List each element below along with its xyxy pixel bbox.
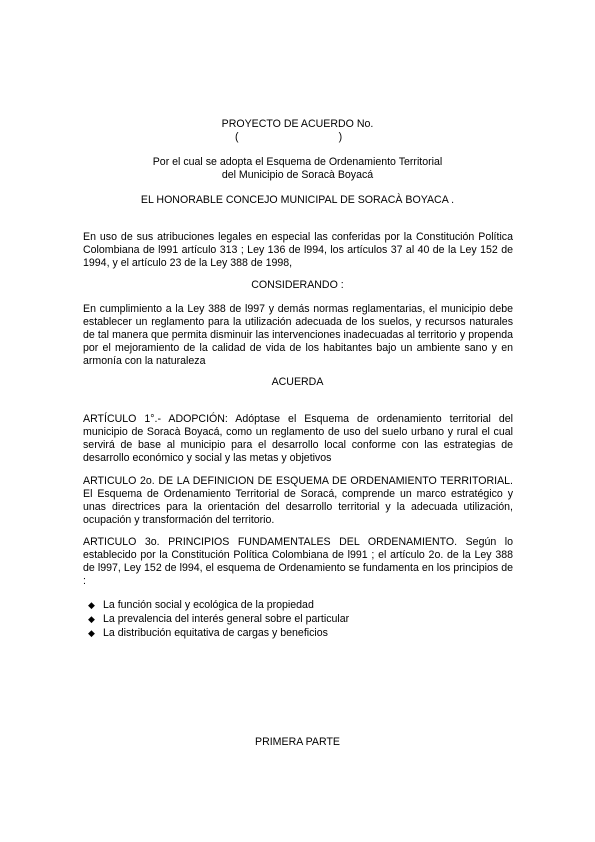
list-item: [88, 599, 508, 613]
principle-text: La prevalencia del interés general sobre el particular: [103, 613, 350, 625]
agreement-number-blank: ( ): [235, 131, 343, 143]
list-item: [88, 613, 508, 627]
articulo-3-paragraph: ARTICULO 3o. PRINCIPIOS FUNDAMENTALES DEL ORDENAMIENTO. Según lo establecido por la Constitución Política Colombiana de l991 ; el artículo 2o. de la Ley 388 de l997, Ley 152 de l994, el esquema de Ordenamiento se fundamenta en los principios de :: [83, 536, 513, 587]
council-heading: EL HONORABLE CONCEJO MUNICIPAL DE SORACÀ BOYACA .: [140, 194, 455, 206]
document-subtitle-line2: del Municipio de Soracà Boyacá: [221, 169, 374, 181]
diamond-bullet-icon: ◆: [88, 614, 95, 624]
document-title: PROYECTO DE ACUERDO No.: [221, 118, 374, 130]
list-item: [88, 627, 508, 641]
articulo-1-paragraph: ARTÍCULO 1°.- ADOPCIÓN: Adóptase el Esquema de ordenamiento territorial del municipio de Soracà Boyacá, como un reglamento de uso del suelo urbano y rural el cual servirá de base al municipio para el desarrollo local conforme con las estrategias de desarrollo económico y social y las metas y objetivos: [83, 413, 513, 464]
principle-text: La distribución equitativa de cargas y beneficios: [103, 627, 328, 639]
considerando-heading: CONSIDERANDO :: [251, 279, 344, 291]
principle-text: La función social y ecológica de la propiedad: [103, 599, 314, 611]
principles-list: [88, 599, 508, 641]
primera-parte-heading: PRIMERA PARTE: [255, 736, 340, 748]
diamond-bullet-icon: ◆: [88, 628, 95, 638]
acuerda-heading: ACUERDA: [271, 376, 324, 388]
diamond-bullet-icon: ◆: [88, 600, 95, 610]
considerando-paragraph: En cumplimiento a la Ley 388 de l997 y demás normas reglamentarias, el municipio debe establecer un reglamento para la utilización adecuada de los suelos, y recursos naturales de tal manera que permita disminuir las intervenciones inadecuadas al territorio y propenda por el mejoramiento de la calidad de vida de los habitantes bajo un ambiente sano y en armonía con la naturaleza: [83, 303, 513, 367]
preamble-paragraph: En uso de sus atribuciones legales en especial las conferidas por la Constitución Política Colombiana de l991 artículo 313 ; Ley 136 de l994, los artículos 37 al 40 de la Ley 152 de 1994, y el artículo 23 de la Ley 388 de 1998,: [83, 231, 513, 269]
articulo-2-paragraph: ARTICULO 2o. DE LA DEFINICION DE ESQUEMA DE ORDENAMIENTO TERRITORIAL. El Esquema de Ordenamiento Territorial de Soracá, comprende un marco estratégico y unas directrices para la orientación del desarrollo territorial y la adecuada utilización, ocupación y transformación del territorio.: [83, 475, 513, 526]
document-subtitle-line1: Por el cual se adopta el Esquema de Ordenamiento Territorial: [152, 156, 443, 168]
